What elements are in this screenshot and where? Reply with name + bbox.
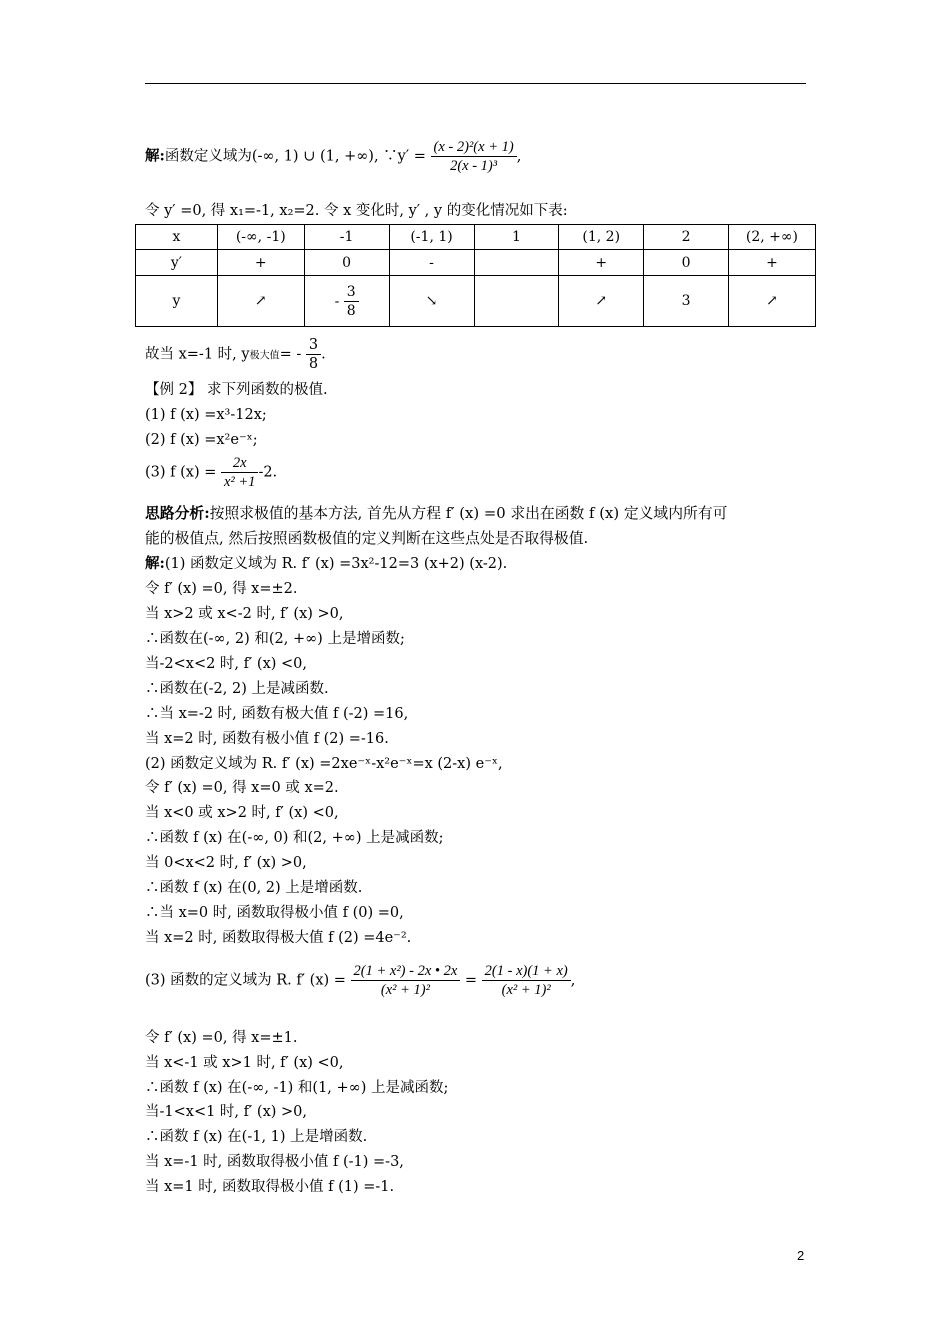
conclusion-1 <box>145 336 326 373</box>
table-row-derivative <box>136 250 816 276</box>
table-cell: y′ <box>136 250 218 276</box>
sol2-line: 当 x>2 或 x<-2 时, f′ (x) >0, <box>145 606 344 622</box>
table-cell-max-value <box>304 276 389 327</box>
conclusion-text: 故当 x=-1 时, y <box>145 346 250 363</box>
table-cell: -1 <box>304 225 389 250</box>
conclusion-tail: . <box>321 346 326 363</box>
fraction-numerator: 2(1 + x²) - 2x • 2x <box>351 962 461 981</box>
derivative-numerator: (x - 2)²(x + 1) <box>431 138 517 157</box>
table-cell: 0 <box>644 250 729 276</box>
table-intro: 令 y′ =0, 得 x₁=-1, x₂=2. 令 x 变化时, y′ , y 的变化情况如下表: <box>145 203 568 219</box>
sol2-line: 令 f′ (x) =0, 得 x=0 或 x=2. <box>145 780 339 796</box>
table-cell: (2, +∞) <box>728 225 815 250</box>
derivative-fraction <box>431 138 517 175</box>
solution-label: 解: <box>145 147 165 165</box>
table-cell-increasing-arrow: ↗ <box>728 276 815 327</box>
sol2-line: 当-2<x<2 时, f′ (x) <0, <box>145 656 308 672</box>
sol2-line: 当 x=2 时, 函数取得极大值 f (2) =4e⁻². <box>145 930 412 946</box>
sol2-line-derivative-3 <box>145 962 575 999</box>
table-cell: (-∞, -1) <box>217 225 304 250</box>
table-cell: + <box>728 250 815 276</box>
table-cell: (1, 2) <box>559 225 644 250</box>
sol2-line: ∴函数 f (x) 在(-∞, 0) 和(2, +∞) 上是减函数; <box>145 830 444 846</box>
fraction-numerator: 2(1 - x)(1 + x) <box>482 962 571 981</box>
sol2-line: 当 x<-1 或 x>1 时, f′ (x) <0, <box>145 1055 344 1071</box>
table-cell <box>474 276 559 327</box>
conclusion-fraction <box>306 336 321 373</box>
table-cell: 0 <box>304 250 389 276</box>
sol2-line: 令 f′ (x) =0, 得 x=±1. <box>145 1030 298 1046</box>
header-rule <box>145 83 806 84</box>
solution-label: 解: <box>145 555 165 572</box>
table-cell: x <box>136 225 218 250</box>
table-cell: - <box>389 250 474 276</box>
sol2-line: ∴当 x=-2 时, 函数有极大值 f (-2) =16, <box>145 706 409 722</box>
example-2-part-3 <box>145 454 277 491</box>
sol2-text: (3) 函数的定义域为 R. f′ (x) = <box>145 972 346 989</box>
conclusion-eq: = - <box>279 346 302 363</box>
example-2-part-1: (1) f (x) =x³-12x; <box>145 407 267 423</box>
fraction-denominator: x² +1 <box>223 474 256 490</box>
fraction-denominator: 8 <box>346 302 356 319</box>
analysis-label: 思路分析: <box>145 505 210 522</box>
table-cell: y <box>136 276 218 327</box>
part-3-fraction <box>221 454 258 491</box>
table-cell: 3 <box>644 276 729 327</box>
sol2-line: ∴函数在(-∞, 2) 和(2, +∞) 上是增函数; <box>145 631 405 647</box>
max-value-fraction <box>344 283 359 320</box>
sol2-line: ∴函数 f (x) 在(0, 2) 上是增函数. <box>145 880 363 896</box>
sol2-line: 当-1<x<1 时, f′ (x) >0, <box>145 1104 308 1120</box>
part-3-prefix: (3) f (x) = <box>145 464 217 481</box>
table-cell-increasing-arrow: ↗ <box>559 276 644 327</box>
sol2-line: ∴函数 f (x) 在(-1, 1) 上是增函数. <box>145 1129 368 1145</box>
table-cell: + <box>559 250 644 276</box>
fraction-numerator: 3 <box>306 336 321 355</box>
table-row-x <box>136 225 816 250</box>
negative-sign: - <box>334 293 340 309</box>
part-3-tail: -2. <box>258 464 278 481</box>
sol2-line: 当 0<x<2 时, f′ (x) >0, <box>145 855 307 871</box>
table-cell-increasing-arrow: ↗ <box>217 276 304 327</box>
subscript-max: 极大值 <box>249 350 280 362</box>
fraction-denominator: 8 <box>308 356 319 372</box>
solution-1-text: 函数定义域为(-∞, 1) ∪ (1, +∞), ∵y′ = <box>164 148 426 165</box>
sol2-line: 令 f′ (x) =0, 得 x=±2. <box>145 581 298 597</box>
equals-sign: = <box>464 972 478 989</box>
example-2-title: 【例 2】 求下列函数的极值. <box>145 382 328 398</box>
table-cell <box>474 250 559 276</box>
derivative-fraction-1 <box>351 962 461 999</box>
sol2-line: 当 x=1 时, 函数取得极小值 f (1) =-1. <box>145 1179 395 1195</box>
solution-1-tail: , <box>516 148 522 165</box>
page-number: 2 <box>797 1248 805 1263</box>
analysis-text: 按照求极值的基本方法, 首先从方程 f′ (x) =0 求出在函数 f (x) 定义域内所有可 <box>209 505 728 522</box>
fraction-numerator: 3 <box>344 283 359 302</box>
sol2-text: (1) 函数定义域为 R. f′ (x) =3x²-12=3 (x+2) (x-2). <box>164 556 508 572</box>
derivative-denominator: 2(x - 1)³ <box>450 158 498 174</box>
sol2-line: ∴当 x=0 时, 函数取得极小值 f (0) =0, <box>145 905 404 921</box>
sol2-line: ∴函数 f (x) 在(-∞, -1) 和(1, +∞) 上是减函数; <box>145 1080 449 1096</box>
fraction-numerator: 2x <box>221 454 258 473</box>
example-2-part-2: (2) f (x) =x²e⁻ˣ; <box>145 432 258 448</box>
derivative-fraction-2 <box>482 962 571 999</box>
analysis-line-2: 能的极值点, 然后按照函数极值的定义判断在这些点处是否取得极值. <box>145 530 589 547</box>
sol2-tail: , <box>570 972 576 989</box>
table-row-y <box>136 276 816 327</box>
sol2-line-1 <box>145 554 507 574</box>
sol2-line: 当 x=2 时, 函数有极小值 f (2) =-16. <box>145 731 389 747</box>
sol2-line: (2) 函数定义域为 R. f′ (x) =2xe⁻ˣ-x²e⁻ˣ=x (2-x) e⁻ˣ, <box>145 756 503 772</box>
sol2-line: ∴函数在(-2, 2) 上是减函数. <box>145 681 329 697</box>
fraction-denominator: (x² + 1)² <box>380 982 430 998</box>
solution-1-line <box>145 138 521 175</box>
sol2-line: 当 x<0 或 x>2 时, f′ (x) <0, <box>145 805 339 821</box>
table-cell: 1 <box>474 225 559 250</box>
fraction-denominator: (x² + 1)² <box>501 982 551 998</box>
analysis-line-1 <box>145 504 727 524</box>
table-cell-decreasing-arrow: ↘ <box>389 276 474 327</box>
table-cell: (-1, 1) <box>389 225 474 250</box>
sol2-line: 当 x=-1 时, 函数取得极小值 f (-1) =-3, <box>145 1154 404 1170</box>
table-cell: + <box>217 250 304 276</box>
variation-table <box>135 224 816 327</box>
table-cell: 2 <box>644 225 729 250</box>
